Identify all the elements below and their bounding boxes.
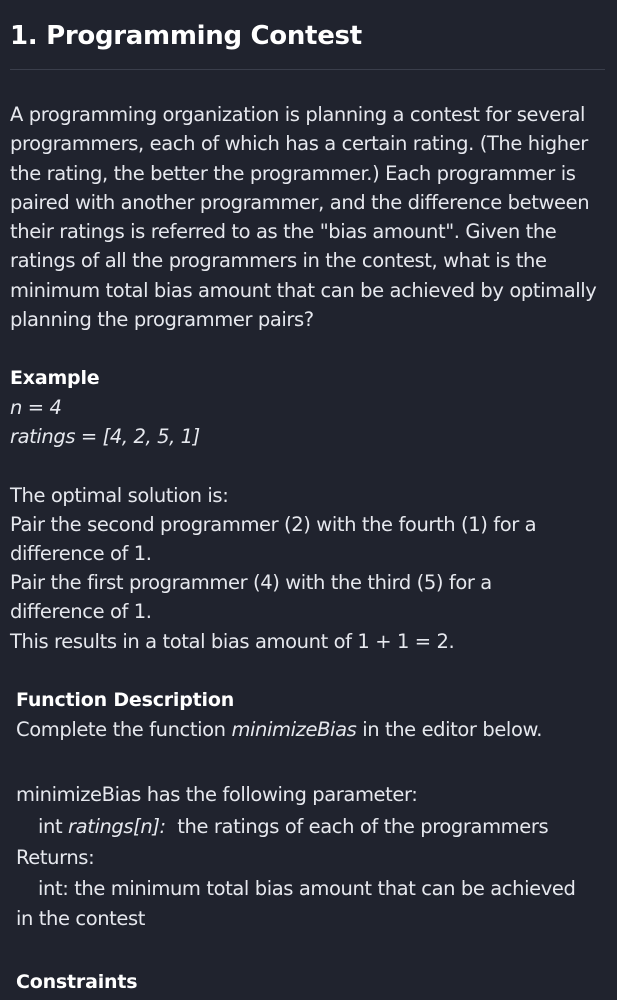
param-name: ratings[n]: bbox=[68, 815, 166, 838]
example-heading: Example bbox=[10, 367, 100, 389]
complete-suffix: in the editor below. bbox=[356, 718, 543, 741]
returns-description-line1: int: the minimum total bias amount that can be achieved bbox=[38, 877, 576, 900]
constraints-heading: Constraints bbox=[16, 971, 138, 993]
example-n: n = 4 bbox=[10, 396, 62, 419]
returns-label: Returns: bbox=[16, 846, 95, 869]
solution-pair2-line1: Pair the first programmer (4) with the third (5) for a bbox=[10, 571, 492, 594]
param-ratings bbox=[38, 812, 548, 841]
problem-description: A programming organization is planning a contest for several programmers, each of which has a certain rating. (The higher the rating, the better the programmer.) Each programmer is paired with another programmer, and the difference between their ratings is referred to as the "bias amount". Given the ratings of all the programmers in the contest, what is the minimum total bias amount that can be achieved by optimally planning the programmer pairs? bbox=[10, 103, 597, 332]
params-intro: minimizeBias has the following parameter: bbox=[16, 783, 418, 806]
solution-pair1-line2: difference of 1. bbox=[10, 542, 152, 565]
returns-description-line2: in the contest bbox=[16, 907, 146, 930]
function-description-heading: Function Description bbox=[16, 689, 235, 711]
param-description: the ratings of each of the programmers bbox=[165, 815, 549, 838]
param-type: int bbox=[38, 815, 69, 838]
solution-total: This results in a total bias amount of 1 + 1 = 2. bbox=[10, 630, 455, 653]
solution-pair2-line2: difference of 1. bbox=[10, 600, 152, 623]
example-ratings: ratings = [4, 2, 5, 1] bbox=[10, 425, 200, 448]
title-divider bbox=[10, 69, 605, 70]
function-complete-line bbox=[16, 715, 542, 744]
complete-prefix: Complete the function bbox=[16, 718, 232, 741]
solution-intro: The optimal solution is: bbox=[10, 484, 229, 507]
solution-pair1-line1: Pair the second programmer (2) with the fourth (1) for a bbox=[10, 513, 537, 536]
function-name: minimizeBias bbox=[231, 718, 357, 741]
page-title: 1. Programming Contest bbox=[10, 21, 362, 51]
